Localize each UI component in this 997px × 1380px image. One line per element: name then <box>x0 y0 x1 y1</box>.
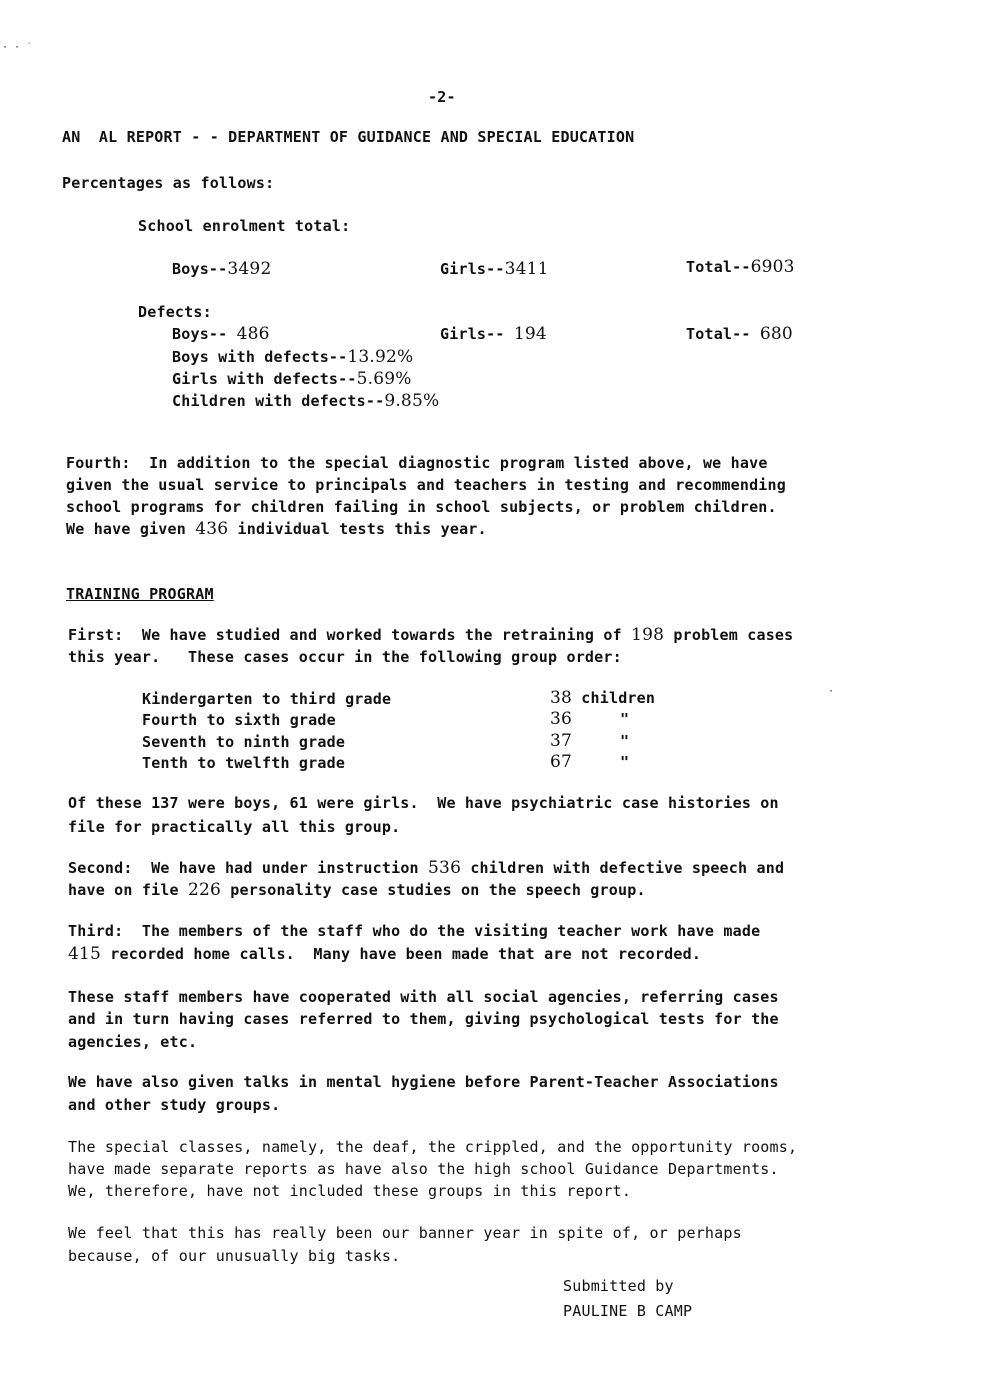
scan-speck: · <box>828 686 835 697</box>
banner-year-paragraph-line1: We feel that this has really been our banner year in spite of, or perhaps <box>68 1224 742 1242</box>
fourth-paragraph-line1: Fourth: In addition to the special diagnostic program listed above, we have <box>66 454 768 472</box>
fourth-paragraph-line4: We have given 436 individual tests this year. <box>66 519 487 539</box>
staff-paragraph-line3: agencies, etc. <box>68 1033 198 1051</box>
scan-speck: · · ˙ <box>2 42 33 53</box>
second-paragraph-line2: have on file 226 personality case studies on the speech group. <box>68 880 646 900</box>
group-label: Kindergarten to third grade <box>142 690 392 708</box>
enrolment-boys: Boys--3492 <box>172 259 272 279</box>
page-number: -2- <box>428 88 456 106</box>
enrolment-total: Total--6903 <box>686 257 795 277</box>
enrolment-heading: School enrolment total: <box>138 217 351 235</box>
second-paragraph-line1: Second: We have had under instruction 536 children with defective speech and <box>68 858 785 878</box>
talks-paragraph-line2: and other study groups. <box>68 1096 281 1114</box>
banner-year-paragraph-line2: because, of our unusually big tasks. <box>68 1247 401 1265</box>
defects-total: Total-- 680 <box>686 324 793 344</box>
submitted-by: Submitted by <box>563 1277 674 1295</box>
percentages-intro: Percentages as follows: <box>62 174 275 192</box>
girls-defect-percentage: Girls with defects--5.69% <box>172 369 412 389</box>
boys-girls-paragraph-line2: file for practically all this group. <box>68 818 401 836</box>
special-classes-paragraph-line2: have made separate reports as have also the high school Guidance Departments. <box>68 1160 779 1178</box>
boys-girls-paragraph-line1: Of these 137 were boys, 61 were girls. We have psychiatric case histories on <box>68 794 779 812</box>
special-classes-paragraph-line1: The special classes, namely, the deaf, the crippled, and the opportunity rooms, <box>68 1138 798 1156</box>
submitter-name: PAULINE B CAMP <box>563 1302 693 1320</box>
fourth-paragraph-line2: given the usual service to principals and teachers in testing and recommending <box>66 476 786 494</box>
third-paragraph-line2: 415 recorded home calls. Many have been made that are not recorded. <box>68 944 702 964</box>
special-classes-paragraph-line3: We, therefore, have not included these groups in this report. <box>68 1182 632 1200</box>
first-paragraph-line2: this year. These cases occur in the following group order: <box>68 648 622 666</box>
group-count: 36 " <box>550 709 630 729</box>
group-count: 67 " <box>550 752 630 772</box>
group-label: Fourth to sixth grade <box>142 711 336 729</box>
group-label: Seventh to ninth grade <box>142 733 346 751</box>
third-paragraph-line1: Third: The members of the staff who do the visiting teacher work have made <box>68 922 761 940</box>
talks-paragraph-line1: We have also given talks in mental hygiene before Parent-Teacher Associations <box>68 1073 779 1091</box>
defects-boys: Boys-- 486 <box>172 324 270 344</box>
group-label: Tenth to twelfth grade <box>142 754 346 772</box>
children-defect-percentage: Children with defects--9.85% <box>172 391 440 411</box>
group-count: 38 children <box>550 688 656 708</box>
group-count: 37 " <box>550 731 630 751</box>
boys-defect-percentage: Boys with defects--13.92% <box>172 347 414 367</box>
training-program-heading: TRAINING PROGRAM <box>66 585 214 603</box>
first-paragraph-line1: First: We have studied and worked towards the retraining of 198 problem cases <box>68 625 794 645</box>
staff-paragraph-line2: and in turn having cases referred to them, giving psychological tests for the <box>68 1010 779 1028</box>
defects-girls: Girls-- 194 <box>440 324 547 344</box>
defects-heading: Defects: <box>138 303 212 321</box>
fourth-paragraph-line3: school programs for children failing in school subjects, or problem children. <box>66 498 777 516</box>
report-title: AN AL REPORT - - DEPARTMENT OF GUIDANCE AND SPECIAL EDUCATION <box>62 128 635 146</box>
enrolment-girls: Girls--3411 <box>440 259 549 279</box>
staff-paragraph-line1: These staff members have cooperated with all social agencies, referring cases <box>68 988 779 1006</box>
